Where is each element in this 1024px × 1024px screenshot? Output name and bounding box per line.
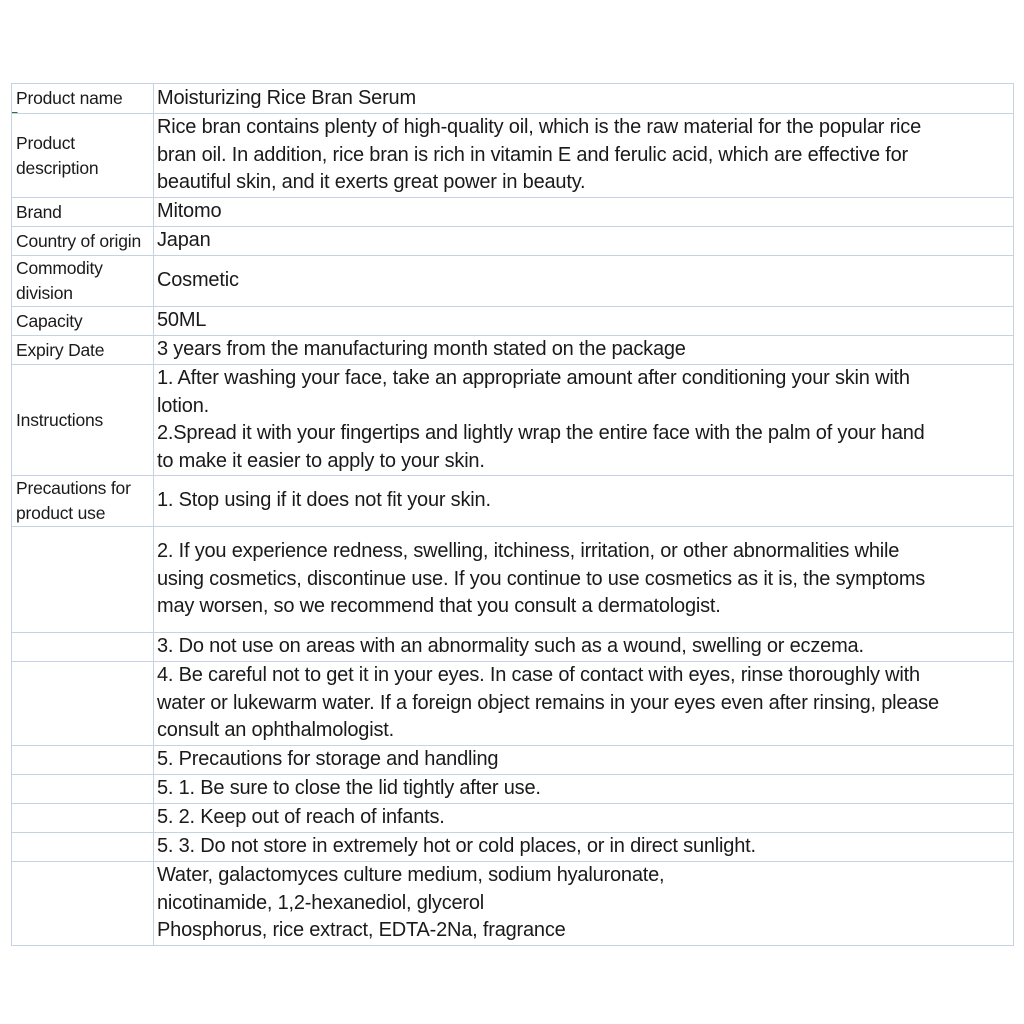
label-line: Expiry Date xyxy=(16,339,105,360)
value-line: to make it easier to apply to your skin. xyxy=(157,449,485,472)
value-line: 5. 3. Do not store in extremely hot or cold places, or in direct sunlight. xyxy=(157,835,756,858)
table-row xyxy=(12,746,1014,775)
label-line: Country of origin xyxy=(16,230,141,251)
table-row xyxy=(12,256,1014,307)
value-line: Water, galactomyces culture medium, sodium hyaluronate, xyxy=(157,864,665,887)
table-row xyxy=(12,365,1014,476)
row-value[interactable] xyxy=(154,476,1014,527)
label-line: Product xyxy=(16,132,75,153)
value-line: Mitomo xyxy=(157,200,222,223)
table-row xyxy=(12,804,1014,833)
label-line: Precautions for xyxy=(16,478,131,498)
row-value[interactable] xyxy=(154,336,1014,365)
row-value[interactable] xyxy=(154,114,1014,198)
row-label[interactable] xyxy=(12,862,154,946)
value-line: 1. Stop using if it does not fit your skin. xyxy=(157,489,491,512)
row-value[interactable] xyxy=(154,84,1014,114)
product-spec-table xyxy=(11,83,1014,946)
table-row xyxy=(12,114,1014,198)
value-line: Japan xyxy=(157,229,211,252)
label-line: Product name xyxy=(16,88,123,108)
value-line: 3. Do not use on areas with an abnormality such as a wound, swelling or eczema. xyxy=(157,635,864,658)
value-line: 5. Precautions for storage and handling xyxy=(157,748,499,771)
row-label[interactable] xyxy=(12,804,154,833)
value-line: bran oil. In addition, rice bran is rich in vitamin E and ferulic acid, which are effective for xyxy=(157,143,909,166)
table-row xyxy=(12,633,1014,662)
label-line: Instructions xyxy=(16,409,104,430)
row-label[interactable] xyxy=(12,833,154,862)
value-line: Cosmetic xyxy=(157,269,239,292)
row-value[interactable] xyxy=(154,198,1014,227)
label-line: description xyxy=(16,157,99,178)
value-line: nicotinamide, 1,2-hexanediol, glycerol xyxy=(157,891,485,914)
table-row xyxy=(12,662,1014,746)
row-value[interactable] xyxy=(154,527,1014,633)
label-line: division xyxy=(16,283,73,303)
row-value[interactable] xyxy=(154,662,1014,746)
value-line: Rice bran contains plenty of high-quality oil, which is the raw material for the popular rice xyxy=(157,116,922,139)
row-value[interactable] xyxy=(154,307,1014,336)
value-line: 5. 1. Be sure to close the lid tightly after use. xyxy=(157,777,541,800)
row-label[interactable] xyxy=(12,114,154,198)
value-line: lotion. xyxy=(157,394,209,417)
row-label[interactable] xyxy=(12,256,154,307)
value-line: water or lukewarm water. If a foreign object remains in your eyes even after rinsing, please xyxy=(157,691,939,714)
value-line: consult an ophthalmologist. xyxy=(157,719,394,742)
value-line: 4. Be careful not to get it in your eyes. In case of contact with eyes, rinse thoroughly with xyxy=(157,664,920,687)
table-row xyxy=(12,476,1014,527)
value-line: 2.Spread it with your fingertips and lightly wrap the entire face with the palm of your hand xyxy=(157,422,925,444)
row-label[interactable] xyxy=(12,527,154,633)
row-label[interactable] xyxy=(12,476,154,527)
cell-comment-marker xyxy=(12,112,18,114)
value-line: Phosphorus, rice extract, EDTA-2Na, fragrance xyxy=(157,919,566,942)
label-line: product use xyxy=(16,503,106,523)
table-row xyxy=(12,775,1014,804)
row-label[interactable] xyxy=(12,307,154,336)
row-label[interactable] xyxy=(12,746,154,775)
row-value[interactable] xyxy=(154,804,1014,833)
row-value[interactable] xyxy=(154,256,1014,307)
row-label[interactable] xyxy=(12,775,154,804)
row-label[interactable] xyxy=(12,633,154,662)
row-value[interactable] xyxy=(154,227,1014,256)
value-line: may worsen, so we recommend that you consult a dermatologist. xyxy=(157,595,721,618)
table-row xyxy=(12,527,1014,633)
row-label[interactable] xyxy=(12,198,154,227)
table-row xyxy=(12,198,1014,227)
row-label[interactable] xyxy=(12,662,154,746)
value-line: using cosmetics, discontinue use. If you continue to use cosmetics as it is, the symptoms xyxy=(157,567,926,590)
table-row xyxy=(12,227,1014,256)
label-line: Brand xyxy=(16,201,62,222)
label-line: Capacity xyxy=(16,310,83,331)
row-value[interactable] xyxy=(154,746,1014,775)
row-value[interactable] xyxy=(154,862,1014,946)
value-line: 1. After washing your face, take an appropriate amount after conditioning your skin with xyxy=(157,367,910,389)
table-row xyxy=(12,307,1014,336)
row-label[interactable] xyxy=(12,365,154,476)
value-line: Moisturizing Rice Bran Serum xyxy=(157,86,416,109)
table-row xyxy=(12,336,1014,365)
value-line: 3 years from the manufacturing month stated on the package xyxy=(157,338,686,361)
row-value[interactable] xyxy=(154,633,1014,662)
row-value[interactable] xyxy=(154,365,1014,476)
row-value[interactable] xyxy=(154,833,1014,862)
row-label[interactable] xyxy=(12,84,154,114)
row-label[interactable] xyxy=(12,227,154,256)
value-line: 2. If you experience redness, swelling, itchiness, irritation, or other abnormalities while xyxy=(157,540,900,563)
value-line: 50ML xyxy=(157,309,207,332)
table-row xyxy=(12,833,1014,862)
value-line: beautiful skin, and it exerts great power in beauty. xyxy=(157,171,586,194)
table-row xyxy=(12,862,1014,946)
row-label[interactable] xyxy=(12,336,154,365)
table-row xyxy=(12,84,1014,114)
value-line: 5. 2. Keep out of reach of infants. xyxy=(157,806,445,829)
label-line: Commodity xyxy=(16,258,103,278)
row-value[interactable] xyxy=(154,775,1014,804)
